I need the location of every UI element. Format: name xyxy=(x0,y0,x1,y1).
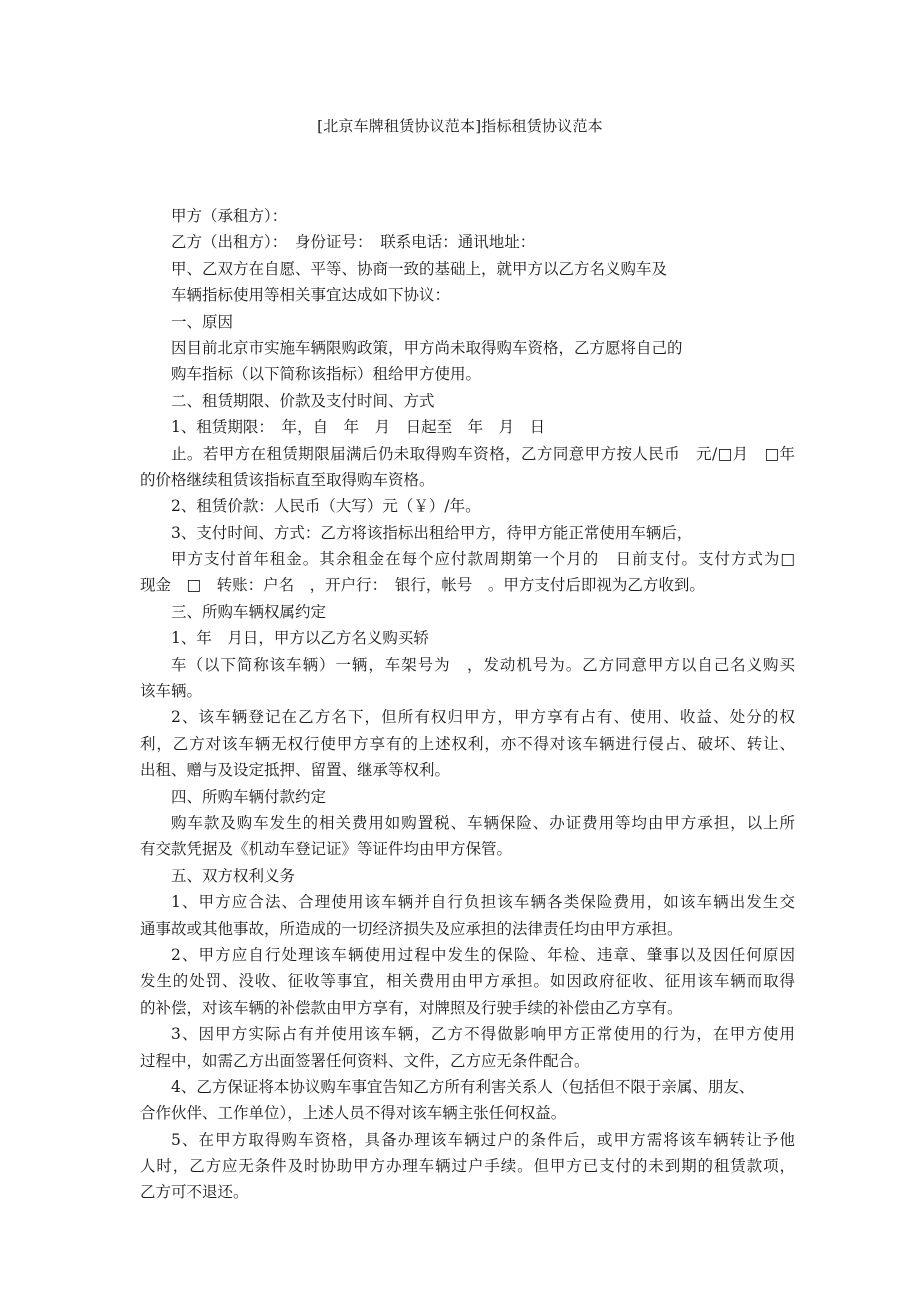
document-line: 三、所购车辆权属约定 xyxy=(171,602,327,621)
document-line: 出租、赠与及设定抵押、留置、继承等权利。 xyxy=(140,761,451,780)
document-line: 的补偿，对该车辆的补偿款由甲方享有，对牌照及行驶手续的补偿由乙方享有。 xyxy=(140,998,683,1017)
document-line: 人时，乙方应无条件及时协助甲方办理车辆过户手续。但甲方已支付的未到期的租赁款项， xyxy=(140,1157,795,1176)
document-line: 2、租赁价款：人民币（大写）元（￥）/年。 xyxy=(171,497,481,516)
document-line: 购车款及购车发生的相关费用如购置税、车辆保险、办证费用等均由甲方承担，以上所 xyxy=(171,813,795,832)
document-line: 一、原因 xyxy=(171,312,234,331)
document-line: 5、在甲方取得购车资格，具备办理该车辆过户的条件后，或甲方需将该车辆转让予他 xyxy=(171,1130,795,1149)
document-line: 发生的处罚、没收、征收等事宜，相关费用由甲方承担。如因政府征收、征用该车辆而取得 xyxy=(140,972,795,991)
document-line: 甲方（承租方）： xyxy=(171,207,288,225)
document-body xyxy=(140,203,795,1206)
document-line: 4、乙方保证将本协议购车事宜告知乙方所有利害关系人（包括但不限于亲属、朋友、 xyxy=(171,1077,755,1096)
document-line: 1、租赁期限： 年，自 年 月 日起至 年 月 日 xyxy=(171,418,546,437)
document-line: 购车指标（以下简称该指标）租给甲方使用。 xyxy=(171,365,482,384)
document-line: 乙方（出租方）： 身份证号： 联系电话：通讯地址： xyxy=(171,233,536,252)
document-line: 通事故或其他事故，所造成的一切经济损失及应承担的法律责任均由甲方承担。 xyxy=(140,919,683,938)
document-line: 有交款凭据及《机动车登记证》等证件均由甲方保管。 xyxy=(140,840,513,859)
document-line: 现金 □ 转账：户名 ，开户行： 银行，帐号 。甲方支付后即视为乙方收到。 xyxy=(140,576,705,595)
document-line: 因目前北京市实施车辆限购政策，甲方尚未取得购车资格，乙方愿将自己的 xyxy=(171,338,683,357)
document-line: 甲方支付首年租金。其余租金在每个应付款周期第一个月的 日前支付。支付方式为□ xyxy=(171,550,795,569)
document-line: 四、所购车辆付款约定 xyxy=(171,787,327,806)
document-line: 车辆指标使用等相关事宜达成如下协议： xyxy=(171,286,451,305)
document-line: 合作伙伴、工作单位），上述人员不得对该车辆主张任何权益。 xyxy=(140,1104,567,1123)
document-line: 的价格继续租赁该指标直至取得购车资格。 xyxy=(140,470,435,489)
document-line: 1、年 月日，甲方以乙方名义购买轿 xyxy=(171,629,429,648)
document-line: 利，乙方对该车辆无权行使甲方享有的上述权利，亦不得对该车辆进行侵占、破坏、转让、 xyxy=(140,734,795,753)
document-line: 3、因甲方实际占有并使用该车辆，乙方不得做影响甲方正常使用的行为，在甲方使用 xyxy=(171,1025,795,1044)
document-line: 过程中，如需乙方出面签署任何资料、文件，乙方应无条件配合。 xyxy=(140,1051,590,1070)
document-line: 2、甲方应自行处理该车辆使用过程中发生的保险、年检、违章、肇事以及因任何原因 xyxy=(171,945,795,964)
document-line: 乙方可不退还。 xyxy=(140,1183,249,1202)
document-line: 二、租赁期限、价款及支付时间、方式 xyxy=(171,391,435,410)
document-line: 止。若甲方在租赁期限届满后仍未取得购车资格，乙方同意甲方按人民币 元/□月 □年 xyxy=(171,444,795,463)
document-line: 五、双方权利义务 xyxy=(171,866,296,885)
document-line: 3、支付时间、方式：乙方将该指标出租给甲方，待甲方能正常使用车辆后， xyxy=(171,523,693,542)
document-line: 2、该车辆登记在乙方名下，但所有权归甲方，甲方享有占有、使用、收益、处分的权 xyxy=(171,708,795,727)
document-line: 1、甲方应合法、合理使用该车辆并自行负担该车辆各类保险费用，如该车辆出发生交 xyxy=(171,893,795,912)
document-line: 甲、乙双方在自愿、平等、协商一致的基础上，就甲方以乙方名义购车及 xyxy=(171,259,668,278)
document-line: 车（以下简称该车辆）一辆，车架号为 ，发动机号为。乙方同意甲方以自己名义购买 xyxy=(171,655,795,674)
document-title: [北京车牌租赁协议范本]指标租赁协议范本 xyxy=(317,117,603,135)
document-line: 该车辆。 xyxy=(140,682,203,701)
